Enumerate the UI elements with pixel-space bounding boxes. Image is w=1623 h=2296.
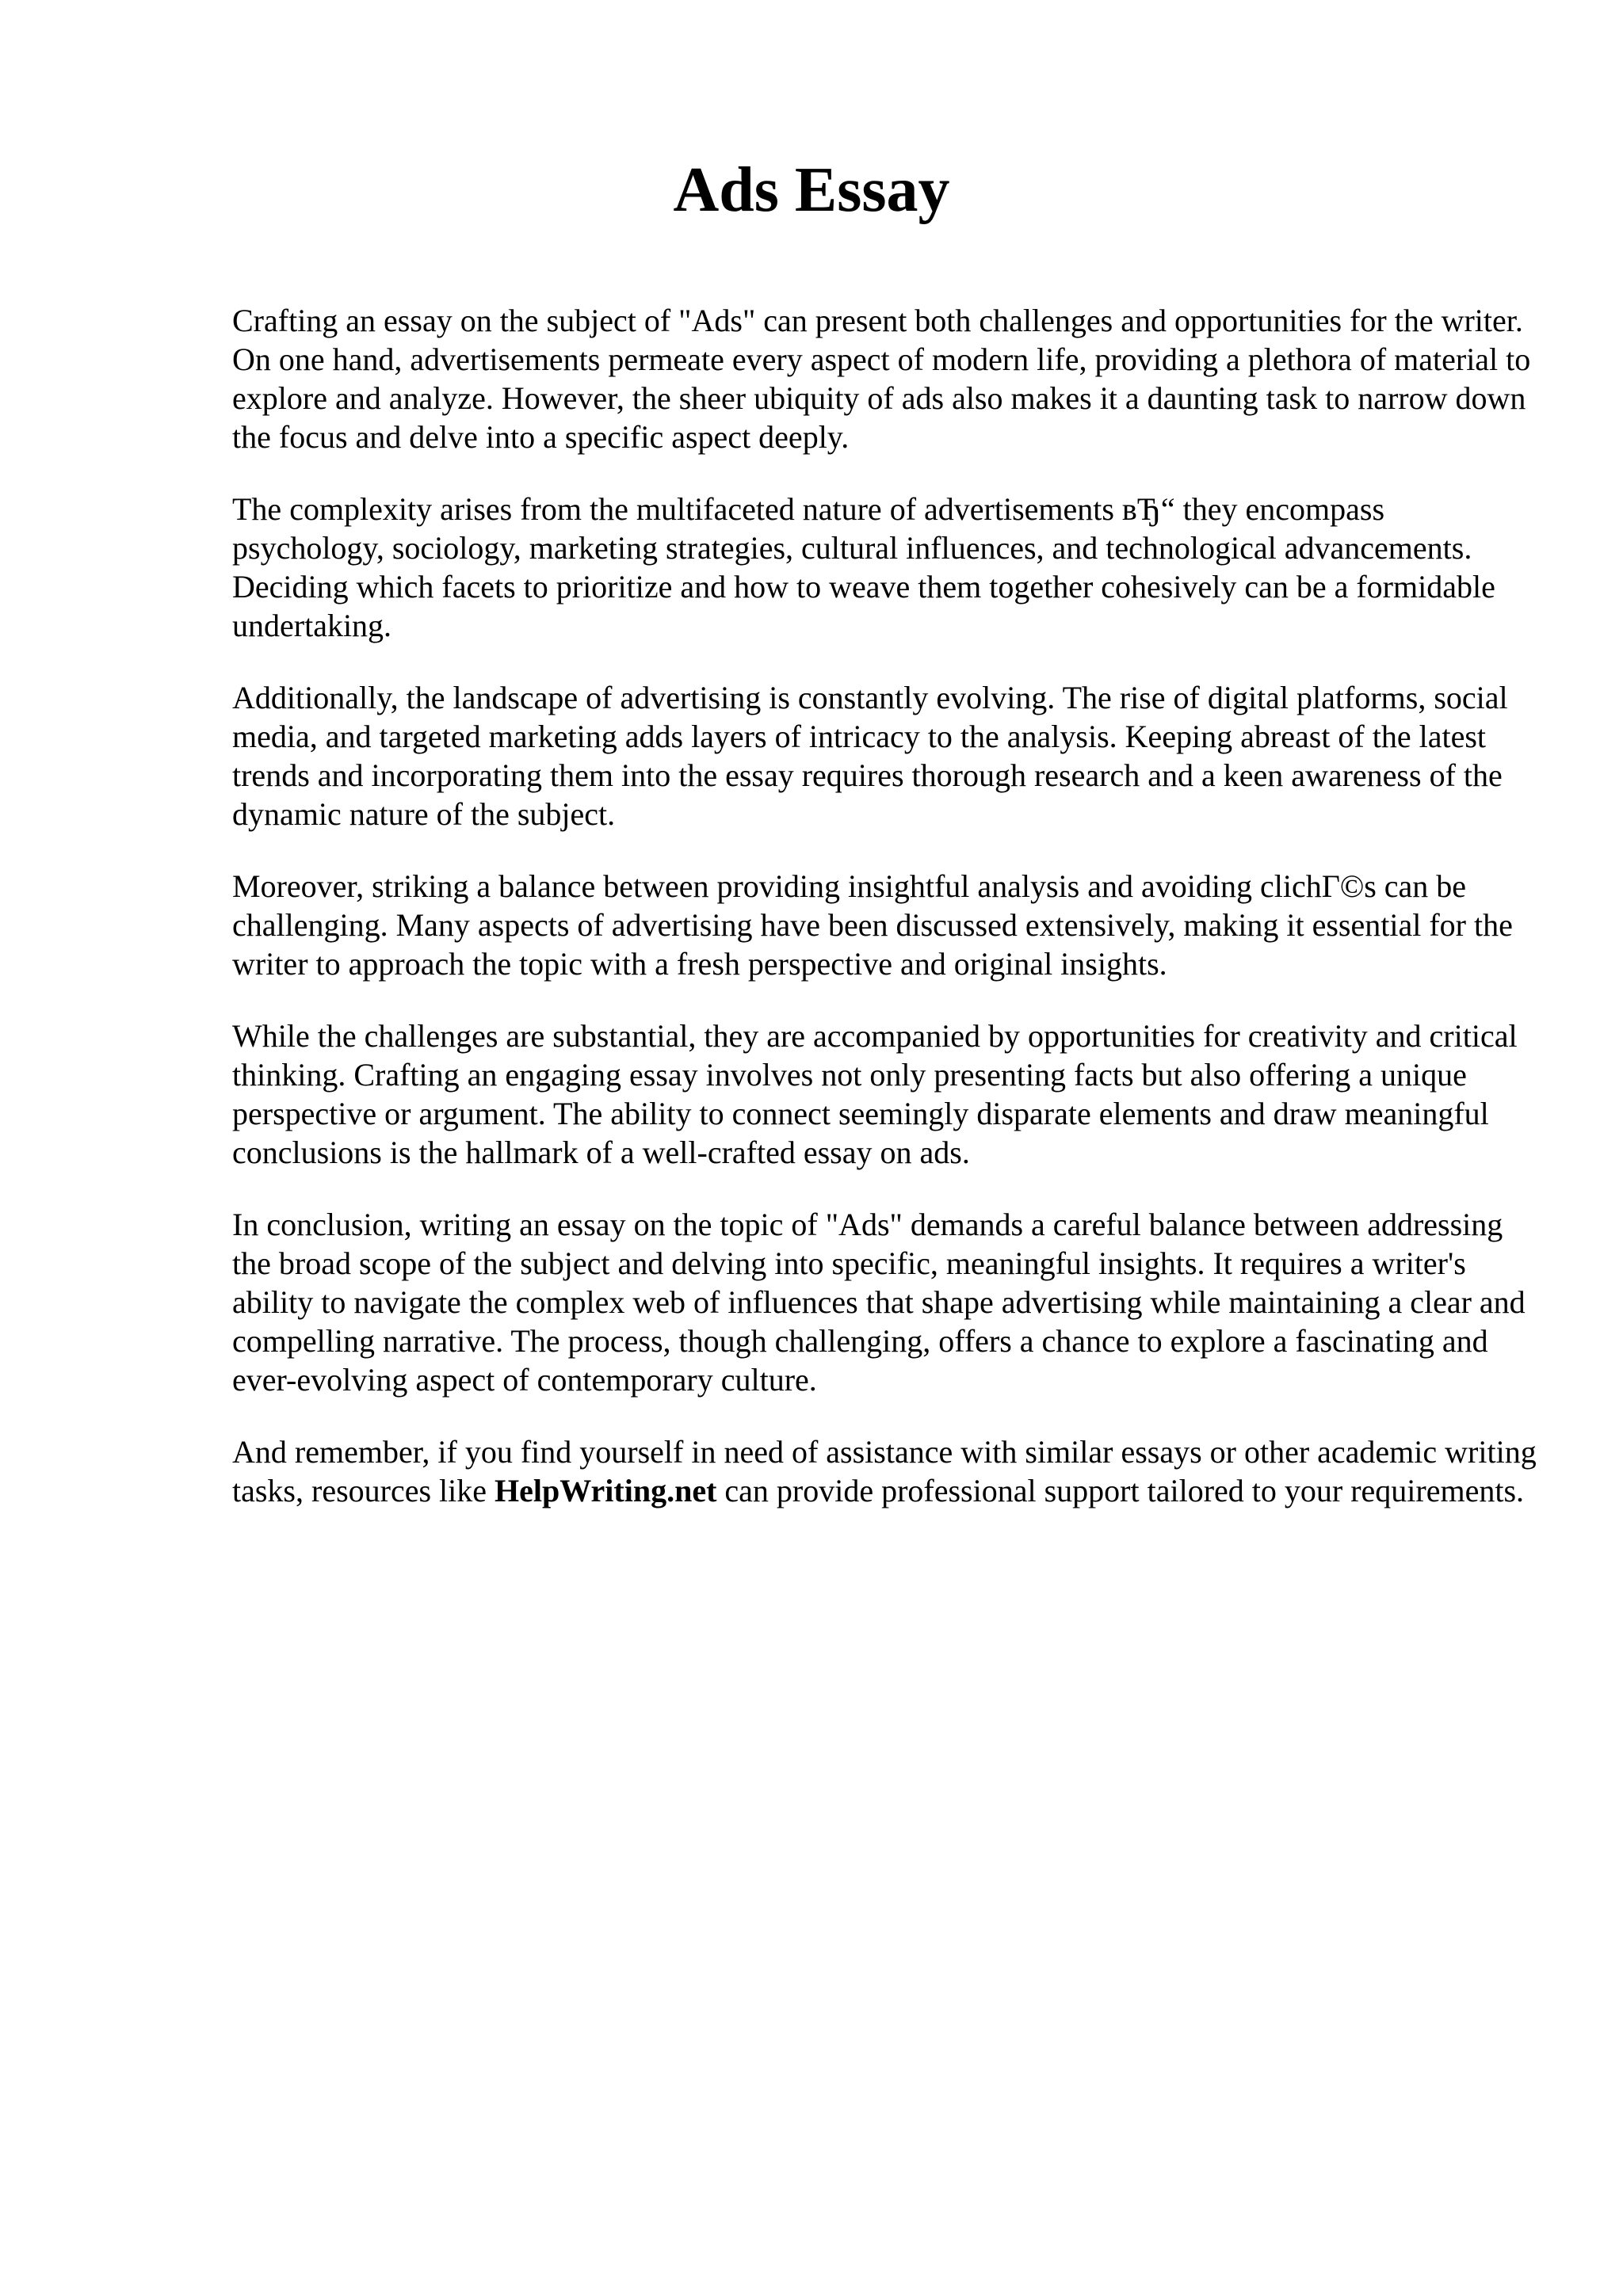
brand-name: HelpWriting.net [495, 1473, 717, 1508]
essay-body [232, 301, 1540, 1543]
closing-text-before: And remember, if you find yourself in need of assistance with similar essays or other academic writing tasks, resources like [232, 1434, 1537, 1508]
paragraph-5: While the challenges are substantial, they are accompanied by opportunities for creativity and critical thinking. Crafting an engaging essay involves not only presenting facts but also offering a unique perspective or argument. The ability to connect seemingly disparate elements and draw meaningful conclusions is the hallmark of a well-crafted essay on ads. [232, 1018, 1518, 1170]
page-title: Ads Essay [673, 155, 950, 225]
paragraph-1: Crafting an essay on the subject of "Ads" can present both challenges and opportunities for the writer. On one hand, advertisements permeate every aspect of modern life, providing a plethora of material to explore and analyze. However, the sheer ubiquity of ads also makes it a daunting task to narrow down the focus and delve into a specific aspect deeply. [232, 303, 1531, 455]
paragraph-4: Moreover, striking a balance between providing insightful analysis and avoiding clichГ©s can be challenging. Many aspects of advertising have been discussed extensively, making it essential for the writer to approach the topic with a fresh perspective and original insights. [232, 868, 1513, 982]
closing-text-after: can provide professional support tailored to your requirements. [716, 1473, 1525, 1508]
closing-paragraph [232, 1432, 1540, 1510]
paragraph-3: Additionally, the landscape of advertising is constantly evolving. The rise of digital platforms, social media, and targeted marketing adds layers of intricacy to the analysis. Keeping abreast of the latest trends and incorporating them into the essay requires thorough research and a keen awareness of the dynamic nature of the subject. [232, 680, 1508, 832]
paragraph-6: In conclusion, writing an essay on the topic of "Ads" demands a careful balance between addressing the broad scope of the subject and delving into specific, meaningful insights. It requires a writer's ability to navigate the complex web of influences that shape advertising while maintaining a clear and compelling narrative. The process, though challenging, offers a chance to explore a fascinating and ever-evolving aspect of contemporary culture. [232, 1207, 1526, 1398]
paragraph-2: The complexity arises from the multifaceted nature of advertisements вЂ“ they encompass psychology, sociology, marketing strategies, cultural influences, and technological advancements. Deciding which facets to prioritize and how to weave them together cohesively can be a formidable undertaking. [232, 491, 1495, 643]
